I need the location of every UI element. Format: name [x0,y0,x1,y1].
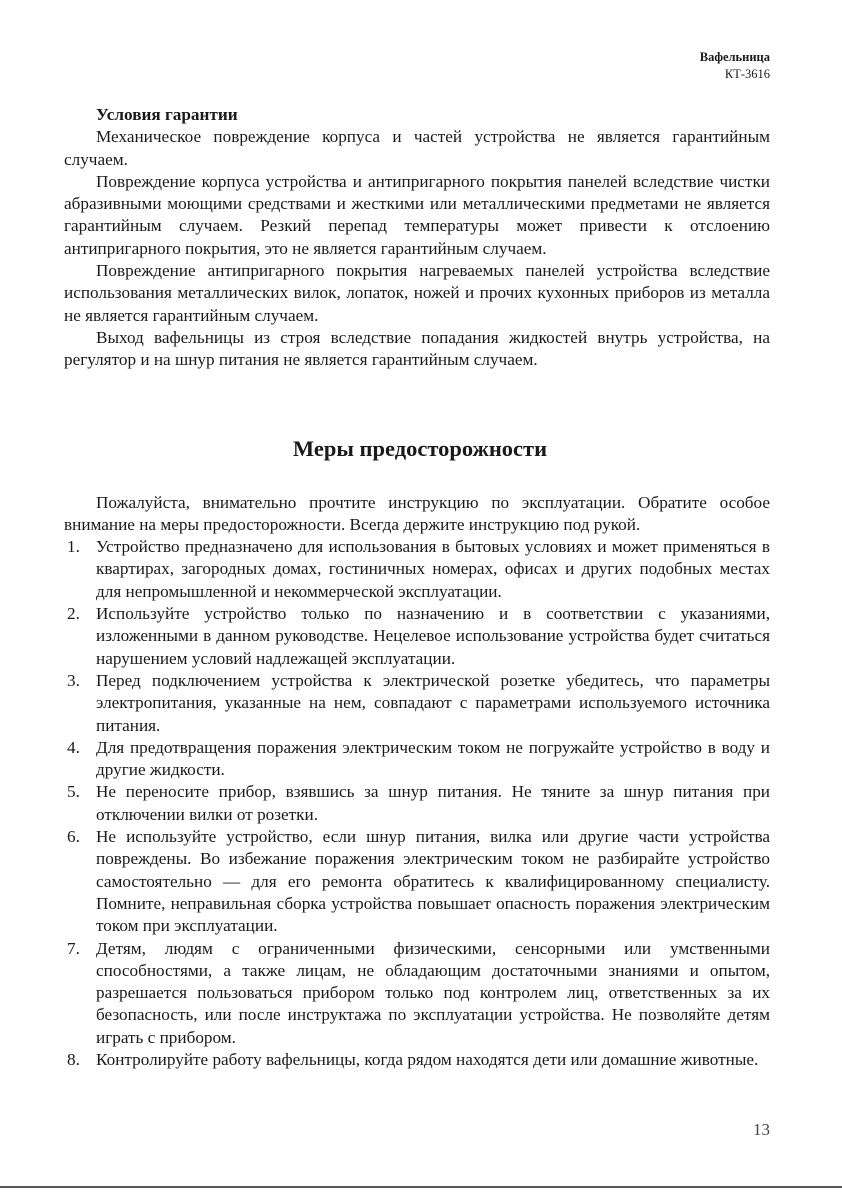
list-item-number: 5. [67,782,80,802]
warranty-title: Условия гарантии [96,105,238,124]
header-model: КТ-3616 [724,67,770,81]
list-item-number: 3. [67,670,80,690]
list-item-number: 7. [67,938,80,958]
precautions-title: Меры предосторожности [292,435,548,461]
header-product-name: Вафельница [699,50,770,64]
list-item-text: Не переносите прибор, взявшись за шнур питания. Не тяните за шнур питания при отключении вилки от розетки. [96,782,770,824]
list-item [64,737,770,782]
precautions-intro: Пожалуйста, внимательно прочтите инструкцию по эксплуатации. Обратите особое внимание на меры предосторожности. Всегда держите инструкцию под рукой. [64,492,770,534]
warranty-paragraph: Повреждение антипригарного покрытия нагреваемых панелей устройства вследствие использования металлических вилок, лопаток, ножей и прочих кухонных приборов из металла не является гарантийным случаем. [64,261,770,325]
list-item-number: 2. [67,604,80,624]
warranty-paragraph: Повреждение корпуса устройства и антипригарного покрытия панелей вследствие чистки абразивными моющими средствами и жесткими или металлическими предметами не является гарантийным случаем. Резкий перепад температуры может привести к отслоению антипригарного покрытия, это не является гарантийным случаем. [64,171,770,258]
precautions-list [64,536,770,1071]
document-body [64,104,770,1071]
list-item-number: 6. [67,827,80,847]
list-item-text: Устройство предназначено для использования в бытовых условиях и может применяться в квартирах, загородных домах, гостиничных номерах, офисах и других подобных местах для непромышленной и некоммерческой эксплуатации. [96,537,770,601]
precautions-section [64,436,770,1072]
list-item-text: Контролируйте работу вафельницы, когда рядом находятся дети или домашние животные. [96,1049,759,1069]
list-item-text: Детям, людям с ограниченными физическими, сенсорными или умственными способностями, а также лицам, не обладающим достаточными знаниями и опытом, разрешается пользоваться прибором только под контролем лиц, ответственных за их безопасность, или после инструктажа по эксплуатации устройства. Не позволяйте детям играть с прибором. [96,938,770,1047]
warranty-paragraph: Механическое повреждение корпуса и частей устройства не является гарантийным случаем. [64,127,770,169]
list-item-number: 1. [67,537,80,557]
list-item [64,781,770,826]
list-item-number: 8. [67,1049,80,1069]
warranty-paragraph: Выход вафельницы из строя вследствие попадания жидкостей внутрь устройства, на регулятор и на шнур питания не является гарантийным случаем. [64,327,770,370]
list-item [64,603,770,670]
page-number: 13 [753,1120,770,1139]
page-bottom-divider [0,1186,842,1188]
list-item [64,670,770,737]
list-item [64,938,770,1049]
list-item-text: Не используйте устройство, если шнур питания, вилка или другие части устройства повреждены. Во избежание поражения электрическим током не разбирайте устройство самостоятельно — для его ремонта обратитесь к квалифицированному специалисту. Помните, неправильная сборка устройства повышает опасность поражения электрическим током при эксплуатации. [96,827,770,936]
list-item [64,536,770,603]
warranty-section [64,104,770,372]
list-item-number: 4. [67,737,80,757]
list-item [64,826,770,937]
list-item-text: Используйте устройство только по назначению и в соответствии с указаниями, изложенными в данном руководстве. Нецелевое использование устройства будет считаться нарушением условий надлежащей эксплуатации. [96,604,770,668]
page-header [700,49,770,83]
list-item [64,1049,770,1071]
list-item-text: Перед подключением устройства к электрической розетке убедитесь, что параметры электропитания, указанные на нем, совпадают с параметрами используемого источника питания. [96,670,770,735]
list-item-text: Для предотвращения поражения электрическим током не погружайте устройство в воду и другие жидкости. [96,737,770,780]
